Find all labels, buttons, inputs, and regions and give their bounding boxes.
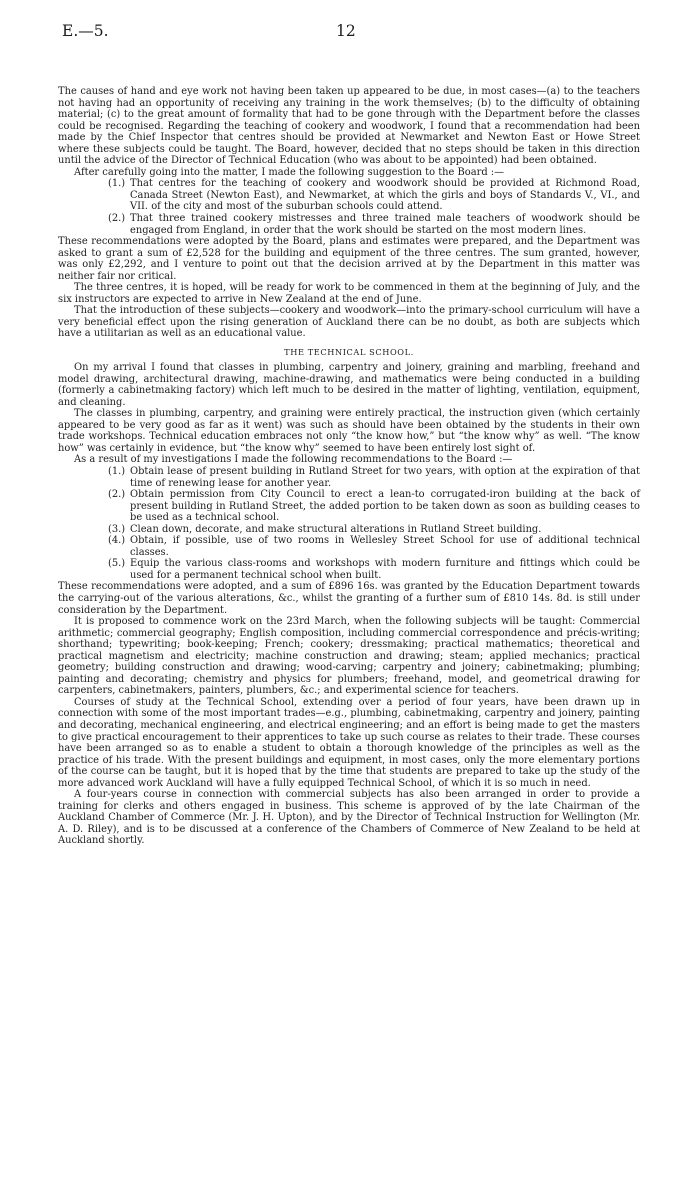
paragraph: The three centres, it is hoped, will be ready for work to be commenced in them at the beginning of July, and the six instructors are expected to arrive in New Zealand at the end of June. — [58, 282, 640, 305]
numbered-list — [58, 466, 640, 581]
list-item — [108, 535, 640, 558]
paragraph: Courses of study at the Technical School, extending over a period of four years, have been drawn up in connection with some of the most important trades—e.g., plumbing, cabinetmaking, carpentry and joinery, painting and decorating, mechanical engineering, and electrical engineering; and an effort is being made to get the masters to give practical encouragement to their apprentices to take up such course as relates to their trade. These courses have been arranged so as to enable a student to obtain a thorough knowledge of the principles as well as the practice of his trade. With the present buildings and equipment, in most cases, only the more elementary portions of the course can be taught, but it is hoped that by the time that students are prepared to take up the study of the more advanced work Auckland will have a fully equipped Technical School, of which it is so much in need. — [58, 696, 640, 789]
paragraph: These recommendations were adopted by the Board, plans and estimates were prepared, and the Department was asked to grant a sum of £2,528 for the building and equipment of the three centres. The sum granted, however, was only £2,292, and I venture to point out that the decision arrived at by the Department in this matter was neither fair nor critical. — [58, 236, 640, 282]
paragraph: That the introduction of these subjects—cookery and woodwork—into the primary-school curriculum will have a very beneficial effect upon the rising generation of Auckland there can be no doubt, as both are subjects which have a utilitarian as well as an educational value. — [58, 305, 640, 340]
list-item — [108, 178, 640, 213]
list-item — [108, 213, 640, 236]
list-item-number: (2.) — [108, 489, 126, 501]
list-item-text: Equip the various class-rooms and workshops with modern furniture and fittings which could be used for a permanent technical school when built. — [130, 558, 640, 581]
paragraph: The classes in plumbing, carpentry, and graining were entirely practical, the instruction given (which certainly appeared to be very good as far as it went) was such as should have been obtained by the students in their own trade workshops. Technical education embraces not only “the know how,” but “the know why” as well. “The know how” was certainly in evidence, but “the know why” seemed to have been entirely lost sight of. — [58, 408, 640, 454]
list-item-text: Obtain, if possible, use of two rooms in Wellesley Street School for use of additional technical classes. — [130, 535, 640, 558]
section-heading: THE TECHNICAL SCHOOL. — [284, 347, 414, 358]
numbered-list — [58, 178, 640, 236]
list-item-text: Obtain permission from City Council to erect a lean-to corrugated-iron building at the back of present building in Rutland Street, the added portion to be taken down as soon as building ceases to be used as a technical school. — [130, 489, 640, 524]
list-item-number: (1.) — [108, 465, 126, 477]
document-body — [58, 86, 640, 847]
list-item-text: Obtain lease of present building in Rutland Street for two years, with option at the expiration of that time of renewing lease for another year. — [130, 465, 640, 489]
page-number: 12 — [336, 22, 356, 40]
page-header — [58, 14, 640, 40]
paragraph: It is proposed to commence work on the 23rd March, when the following subjects will be taught: Commercial arithmetic; commercial geography; English composition, including commercial correspondence and précis-writing; shorthand; typewriting; book-keeping; French; cookery; dressmaking; practical mathematics; theoretical and practical magnetism and electricity; machine construction and drawing; steam; applied mechanics; practical geometry; building construction and drawing; wood-carving; carpentry and joinery; cabinetmaking; plumbing; painting and decorating; chemistry and physics for plumbers; freehand, model, and geometrical drawing for carpenters, cabinetmakers, painters, plumbers, &c.; and experimental science for teachers. — [58, 616, 640, 697]
list-item-text: That three trained cookery mistresses and three trained male teachers of woodwork should be engaged from England, in order that the work should be started on the most modern lines. — [130, 213, 640, 236]
list-item — [108, 465, 640, 489]
list-item-number: (4.) — [108, 535, 126, 547]
list-item — [108, 489, 640, 524]
paragraph: As a result of my investigations I made the following recommendations to the Board :— — [74, 454, 513, 466]
list-item-number: (5.) — [108, 558, 126, 570]
document-reference: E.—5. — [62, 22, 109, 40]
paragraph: On my arrival I found that classes in plumbing, carpentry and joinery, graining and marbling, freehand and model drawing, architectural drawing, machine-drawing, and mathematics were being conducted in a building (formerly a cabinetmaking factory) which left much to be desired in the matter of lighting, ventilation, equipment, and cleaning. — [58, 362, 640, 408]
list-item — [108, 558, 640, 581]
paragraph: A four-years course in connection with commercial subjects has also been arranged in order to provide a training for clerks and others engaged in business. This scheme is approved of by the late Chairman of the Auckland Chamber of Commerce (Mr. J. H. Upton), and by the Director of Technical Instruction for Wellington (Mr. A. D. Riley), and is to be discussed at a conference of the Chambers of Commerce of New Zealand to be held at Auckland shortly. — [58, 789, 640, 847]
list-item-number: (1.) — [108, 178, 126, 190]
list-item-text: That centres for the teaching of cookery and woodwork should be provided at Richmond Road, Canada Street (Newton East), and Newmarket, at which the girls and boys of Standards V., VI., and VII. of the city and most of the suburban schools could attend. — [130, 178, 640, 213]
paragraph: These recommendations were adopted, and a sum of £896 16s. was granted by the Education Department towards the carrying-out of the various alterations, &c., whilst the granting of a further sum of £810 14s. 8d. is still under consideration by the Department. — [58, 581, 640, 616]
list-item-text: Clean down, decorate, and make structural alterations in Rutland Street building. — [130, 523, 542, 535]
list-item-number: (3.) — [108, 523, 126, 535]
list-item-number: (2.) — [108, 213, 126, 225]
paragraph: The causes of hand and eye work not having been taken up appeared to be due, in most cases—(a) to the teachers not having had an opportunity of receiving any training in the work themselves; (b) to the difficulty of obtaining material; (c) to the great amount of formality that had to be gone through with the Department before the classes could be recognised. Regarding the teaching of cookery and woodwork, I found that a recommendation had been made by the Chief Inspector that centres should be provided at Newmarket and Newton East or Howe Street where these subjects could be taught. The Board, however, decided that no steps should be taken in this direction until the advice of the Director of Technical Education (who was about to be appointed) had been obtained. — [58, 86, 640, 167]
paragraph: After carefully going into the matter, I made the following suggestion to the Board :— — [74, 166, 504, 178]
document-page — [58, 14, 640, 847]
list-item — [108, 523, 640, 536]
